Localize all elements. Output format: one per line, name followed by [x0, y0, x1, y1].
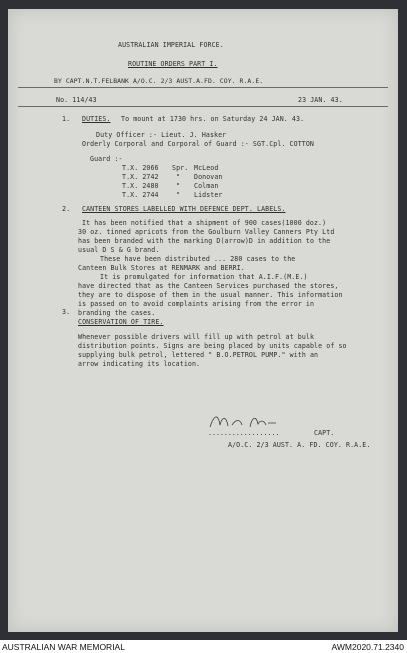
- signature-block: A/O.C. 2/3 AUST. A. FD. COY. R.A.E.: [228, 441, 371, 449]
- section-number: 3.: [62, 308, 71, 316]
- paragraph-line: Canteen Bulk Stores at RENMARK and BERRI.: [78, 264, 245, 272]
- paragraph-line: It has been notified that a shipment of 900 cases(1000 doz.): [82, 219, 327, 227]
- paragraph-line: usual D S & G brand.: [78, 246, 160, 254]
- guard-name: Donovan: [194, 173, 223, 181]
- section-number: 1.: [62, 115, 71, 123]
- paragraph-line: It is promulgated for information that A.I.F.(M.E.): [100, 273, 308, 281]
- guard-rank: ": [176, 191, 181, 199]
- guard-number: T.X. 2742: [122, 173, 159, 181]
- paragraph-line: Whenever possible drivers will fill up with petrol at bulk: [78, 333, 315, 341]
- guard-number: T.X. 2066: [122, 164, 159, 172]
- footer-institution: AUSTRALIAN WAR MEMORIAL: [2, 642, 125, 652]
- footer-bar: [0, 640, 407, 653]
- order-date: 23 JAN. 43.: [298, 96, 343, 104]
- guard-label: Guard :-: [90, 155, 123, 163]
- header-rule: [18, 87, 388, 88]
- paragraph-line: distribution points. Signs are being placed by units capable of so: [78, 342, 347, 350]
- document-subtitle: ROUTINE ORDERS PART I.: [128, 60, 218, 68]
- order-number: No. 114/43: [56, 96, 97, 104]
- issuing-authority: BY CAPT.N.T.FELBANK A/O.C. 2/3 AUST.A.FD. COY. R.A.E.: [54, 77, 264, 85]
- paragraph-line: arrow indicating its location.: [78, 360, 201, 368]
- guard-name: Lidster: [194, 191, 223, 199]
- paragraph-line: branding the cases.: [78, 309, 156, 317]
- signature-dots: ..................: [208, 429, 280, 437]
- section-heading: DUTIES.: [82, 115, 111, 123]
- guard-rank: ": [176, 173, 181, 181]
- duty-officer-line: Duty Officer :- Lieut. J. Hasker: [96, 131, 227, 139]
- section-heading: CONSERVATION OF TIRE.: [78, 318, 164, 326]
- orderly-line: Orderly Corporal and Corporal of Guard :- SGT.Cpl. COTTON: [82, 140, 314, 148]
- paragraph-line: These have been distributed ... 280 cases to the: [100, 255, 296, 263]
- paragraph-line: have directed that as the Canteen Services purchased the stores,: [78, 282, 339, 290]
- section-text: To mount at 1730 hrs. on Saturday 24 JAN. 43.: [121, 115, 305, 123]
- guard-number: T.X. 2744: [122, 191, 159, 199]
- section-heading: CANTEEN STORES LABELLED WITH DEFENCE DEPT. LABELS.: [82, 205, 286, 213]
- paragraph-line: supplying bulk petrol, lettered " B.O.PETROL PUMP." with an: [78, 351, 319, 359]
- guard-number: T.X. 2480: [122, 182, 159, 190]
- document-page: [8, 9, 398, 632]
- signature-rank: CAPT.: [314, 429, 335, 437]
- paragraph-line: is passed on to avoid complaints arising from the error in: [78, 300, 315, 308]
- paragraph-line: they are to dispose of them in the usual manner. This information: [78, 291, 343, 299]
- paragraph-line: has been branded with the marking D(arrow)D in addition to the: [78, 237, 331, 245]
- guard-name: Colman: [194, 182, 219, 190]
- section-number: 2.: [62, 205, 71, 213]
- guard-rank: ": [176, 182, 181, 190]
- paragraph-line: 30 oz. tinned apricots from the Goulburn Valley Canners Pty Ltd: [78, 228, 335, 236]
- guard-name: McLeod: [194, 164, 219, 172]
- footer-accession-number: AWM2020.71.2340: [331, 642, 404, 652]
- document-title: AUSTRALIAN IMPERIAL FORCE.: [118, 41, 224, 49]
- guard-rank: Spr.: [172, 164, 189, 172]
- header-rule-2: [18, 106, 388, 107]
